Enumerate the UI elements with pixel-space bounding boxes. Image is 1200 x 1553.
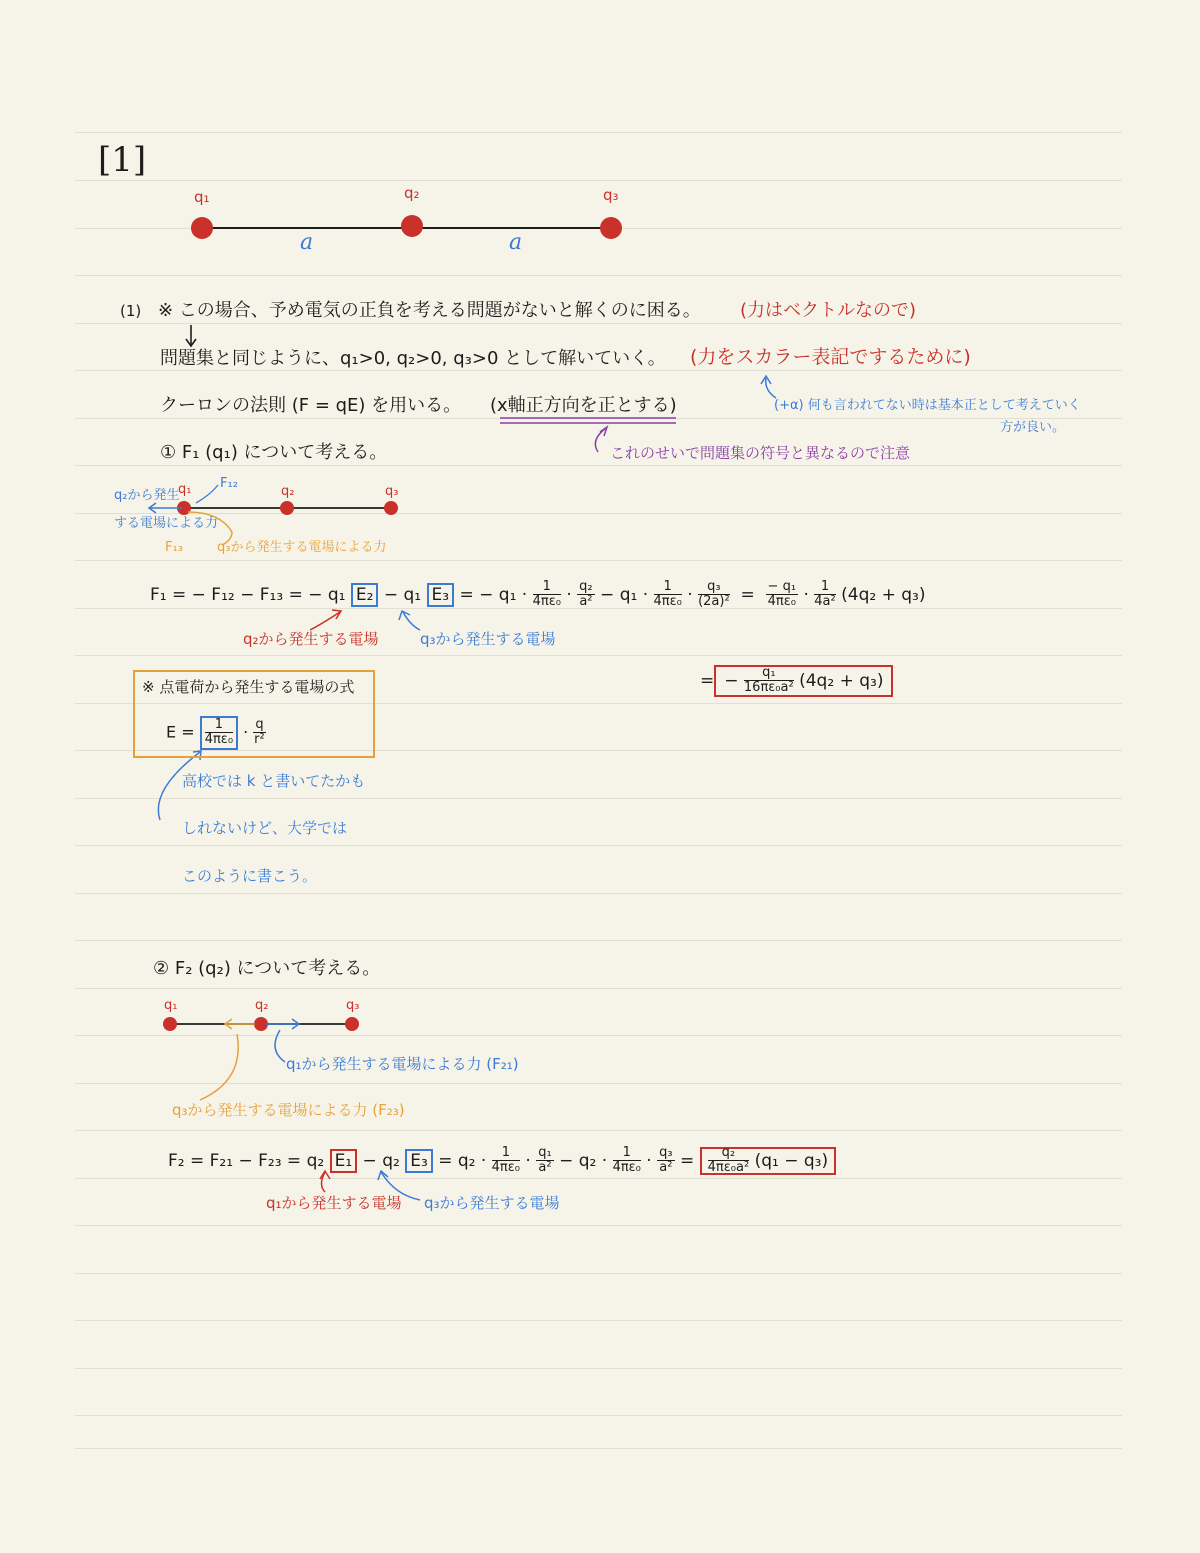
- result2-box: $\frac{\text{q₂}}{\text{4πε₀a²}}$ (q₁ − q₃): [700, 1147, 836, 1175]
- d1-label-q3: q₃: [385, 484, 399, 499]
- d2-label-q2: q₂: [255, 998, 269, 1013]
- eq2: F₂ = F₂₁ − F₂₃ = q₂ E₁ − q₂ E₃ = q₂ · $\frac{1}{\text{4πε₀}}$ · $\frac{\text{q₁}}{\text{a²}}$ − q₂ · $\frac{1}{\text{4πε₀}}$ · $\frac{\text{q₃}}{\text{a²}}$ = $\frac{\text{q₂}}{\text{4πε₀a²}}$ (q₁ − q₃): [168, 1146, 836, 1176]
- blue-force-label2: する電場による力: [114, 516, 219, 531]
- charge-q3-d1: [384, 501, 398, 515]
- eq1-E2-box: E₂: [351, 583, 379, 607]
- sub1-heading: ① F₁ (q₁) について考える。: [160, 442, 388, 463]
- charge-q2-d1: [280, 501, 294, 515]
- formula-note3: このように書こう。: [182, 867, 318, 885]
- eq1: F₁ = − F₁₂ − F₁₃ = − q₁ E₂ − q₁ E₃ = − q₁ · $\frac{1}{\text{4πε₀}}$ · $\frac{\text{q₂}}{\text{a²}}$ − q₁ · $\frac{1}{\text{4πε₀}}$ · $\frac{\text{q₃}}{\text{(2a)²}}$ = $\frac{\text{− q₁}}{\text{4πε₀}}$ · $\frac{1}{\text{4a²}}$ (4q₂ + q₃): [150, 579, 926, 610]
- charge-label-q3: q₃: [603, 186, 619, 204]
- orange-force-label: q₃から発生する電場による力: [217, 540, 387, 555]
- eq2-E1-box: E₁: [330, 1149, 358, 1173]
- blue-arrow-E3: [403, 612, 420, 630]
- formula-k-box: $\frac{1}{\text{4πε₀}}$: [200, 716, 238, 750]
- label-F12: F₁₂: [220, 476, 238, 491]
- plus-alpha-note2: 方が良い。: [1000, 420, 1066, 435]
- blue-force-label1: q₂から発生: [114, 488, 180, 503]
- distance-label-2: a: [509, 230, 523, 255]
- result1-box: − $\frac{\text{q₁}}{\text{16πε₀a²}}$ (4q₂ + q₃): [714, 665, 893, 697]
- distance-label-1: a: [300, 230, 314, 255]
- sub2-heading: ② F₂ (q₂) について考える。: [153, 958, 381, 979]
- part1-note-line2: 問題集と同じように、q₁>0, q₂>0, q₃>0 として解いていく。: [160, 348, 666, 369]
- charge-label-q2: q₂: [404, 184, 420, 202]
- charge-q1-top: [191, 217, 213, 239]
- part1-note-line1: ※ この場合、予め電気の正負を考える問題がないと解くのに困る。: [158, 300, 701, 321]
- axis-note: (x軸正方向を正とする): [490, 395, 677, 416]
- orange-force-F23: q₃から発生する電場による力 (F₂₃): [172, 1101, 405, 1119]
- part1-note-line2-red: (力をスカラー表記でするために): [690, 346, 971, 368]
- red-label-E2: q₂から発生する電場: [243, 630, 379, 648]
- red-label-E1: q₁から発生する電場: [266, 1194, 402, 1212]
- formula-note2: しれないけど、大学では: [182, 819, 348, 837]
- blue-label-E3: q₃から発生する電場: [420, 630, 556, 648]
- part1-note-line1-red: (力はベクトルなので): [740, 300, 917, 321]
- d2-label-q1: q₁: [164, 998, 178, 1013]
- red-arrow-E2: [310, 612, 340, 630]
- d2-label-q3: q₃: [346, 998, 360, 1013]
- blue-force-F21: q₁から発生する電場による力 (F₂₁): [286, 1055, 519, 1073]
- blue-label-E3-2: q₃から発生する電場: [424, 1194, 560, 1212]
- formula: E = $\frac{1}{\text{4πε₀}}$ · $\frac{q}{\text{r²}}$: [166, 716, 266, 750]
- label-F13: F₁₃: [165, 540, 183, 555]
- formula-title: ※ 点電荷から発生する電場の式: [142, 678, 355, 696]
- part1-number: (1): [120, 302, 142, 320]
- eq1-E3-box: E₃: [427, 583, 455, 607]
- charge-q2-top: [401, 215, 423, 237]
- charge-q3-top: [600, 217, 622, 239]
- blue-up-arrow: [766, 378, 776, 398]
- d1-label-q1: q₁: [178, 482, 192, 497]
- charge-q3-d2: [345, 1017, 359, 1031]
- result1: = − $\frac{\text{q₁}}{\text{16πε₀a²}}$ (4q₂ + q₃): [700, 666, 893, 696]
- d1-label-q2: q₂: [281, 484, 295, 499]
- plus-alpha-note: (+α) 何も言われてない時は基本正として考えていく: [774, 398, 1081, 413]
- charge-label-q1: q₁: [194, 188, 210, 206]
- eq2-E3-box: E₃: [405, 1149, 433, 1173]
- charge-q1-d2: [163, 1017, 177, 1031]
- coulomb-law: クーロンの法則 (F = qE) を用いる。: [160, 395, 462, 416]
- charge-q2-d2: [254, 1017, 268, 1031]
- purple-caution: これのせいで問題集の符号と異なるので注意: [610, 444, 911, 462]
- formula-note1: 高校では k と書いてたかも: [182, 772, 366, 790]
- problem-label: [1]: [98, 140, 147, 180]
